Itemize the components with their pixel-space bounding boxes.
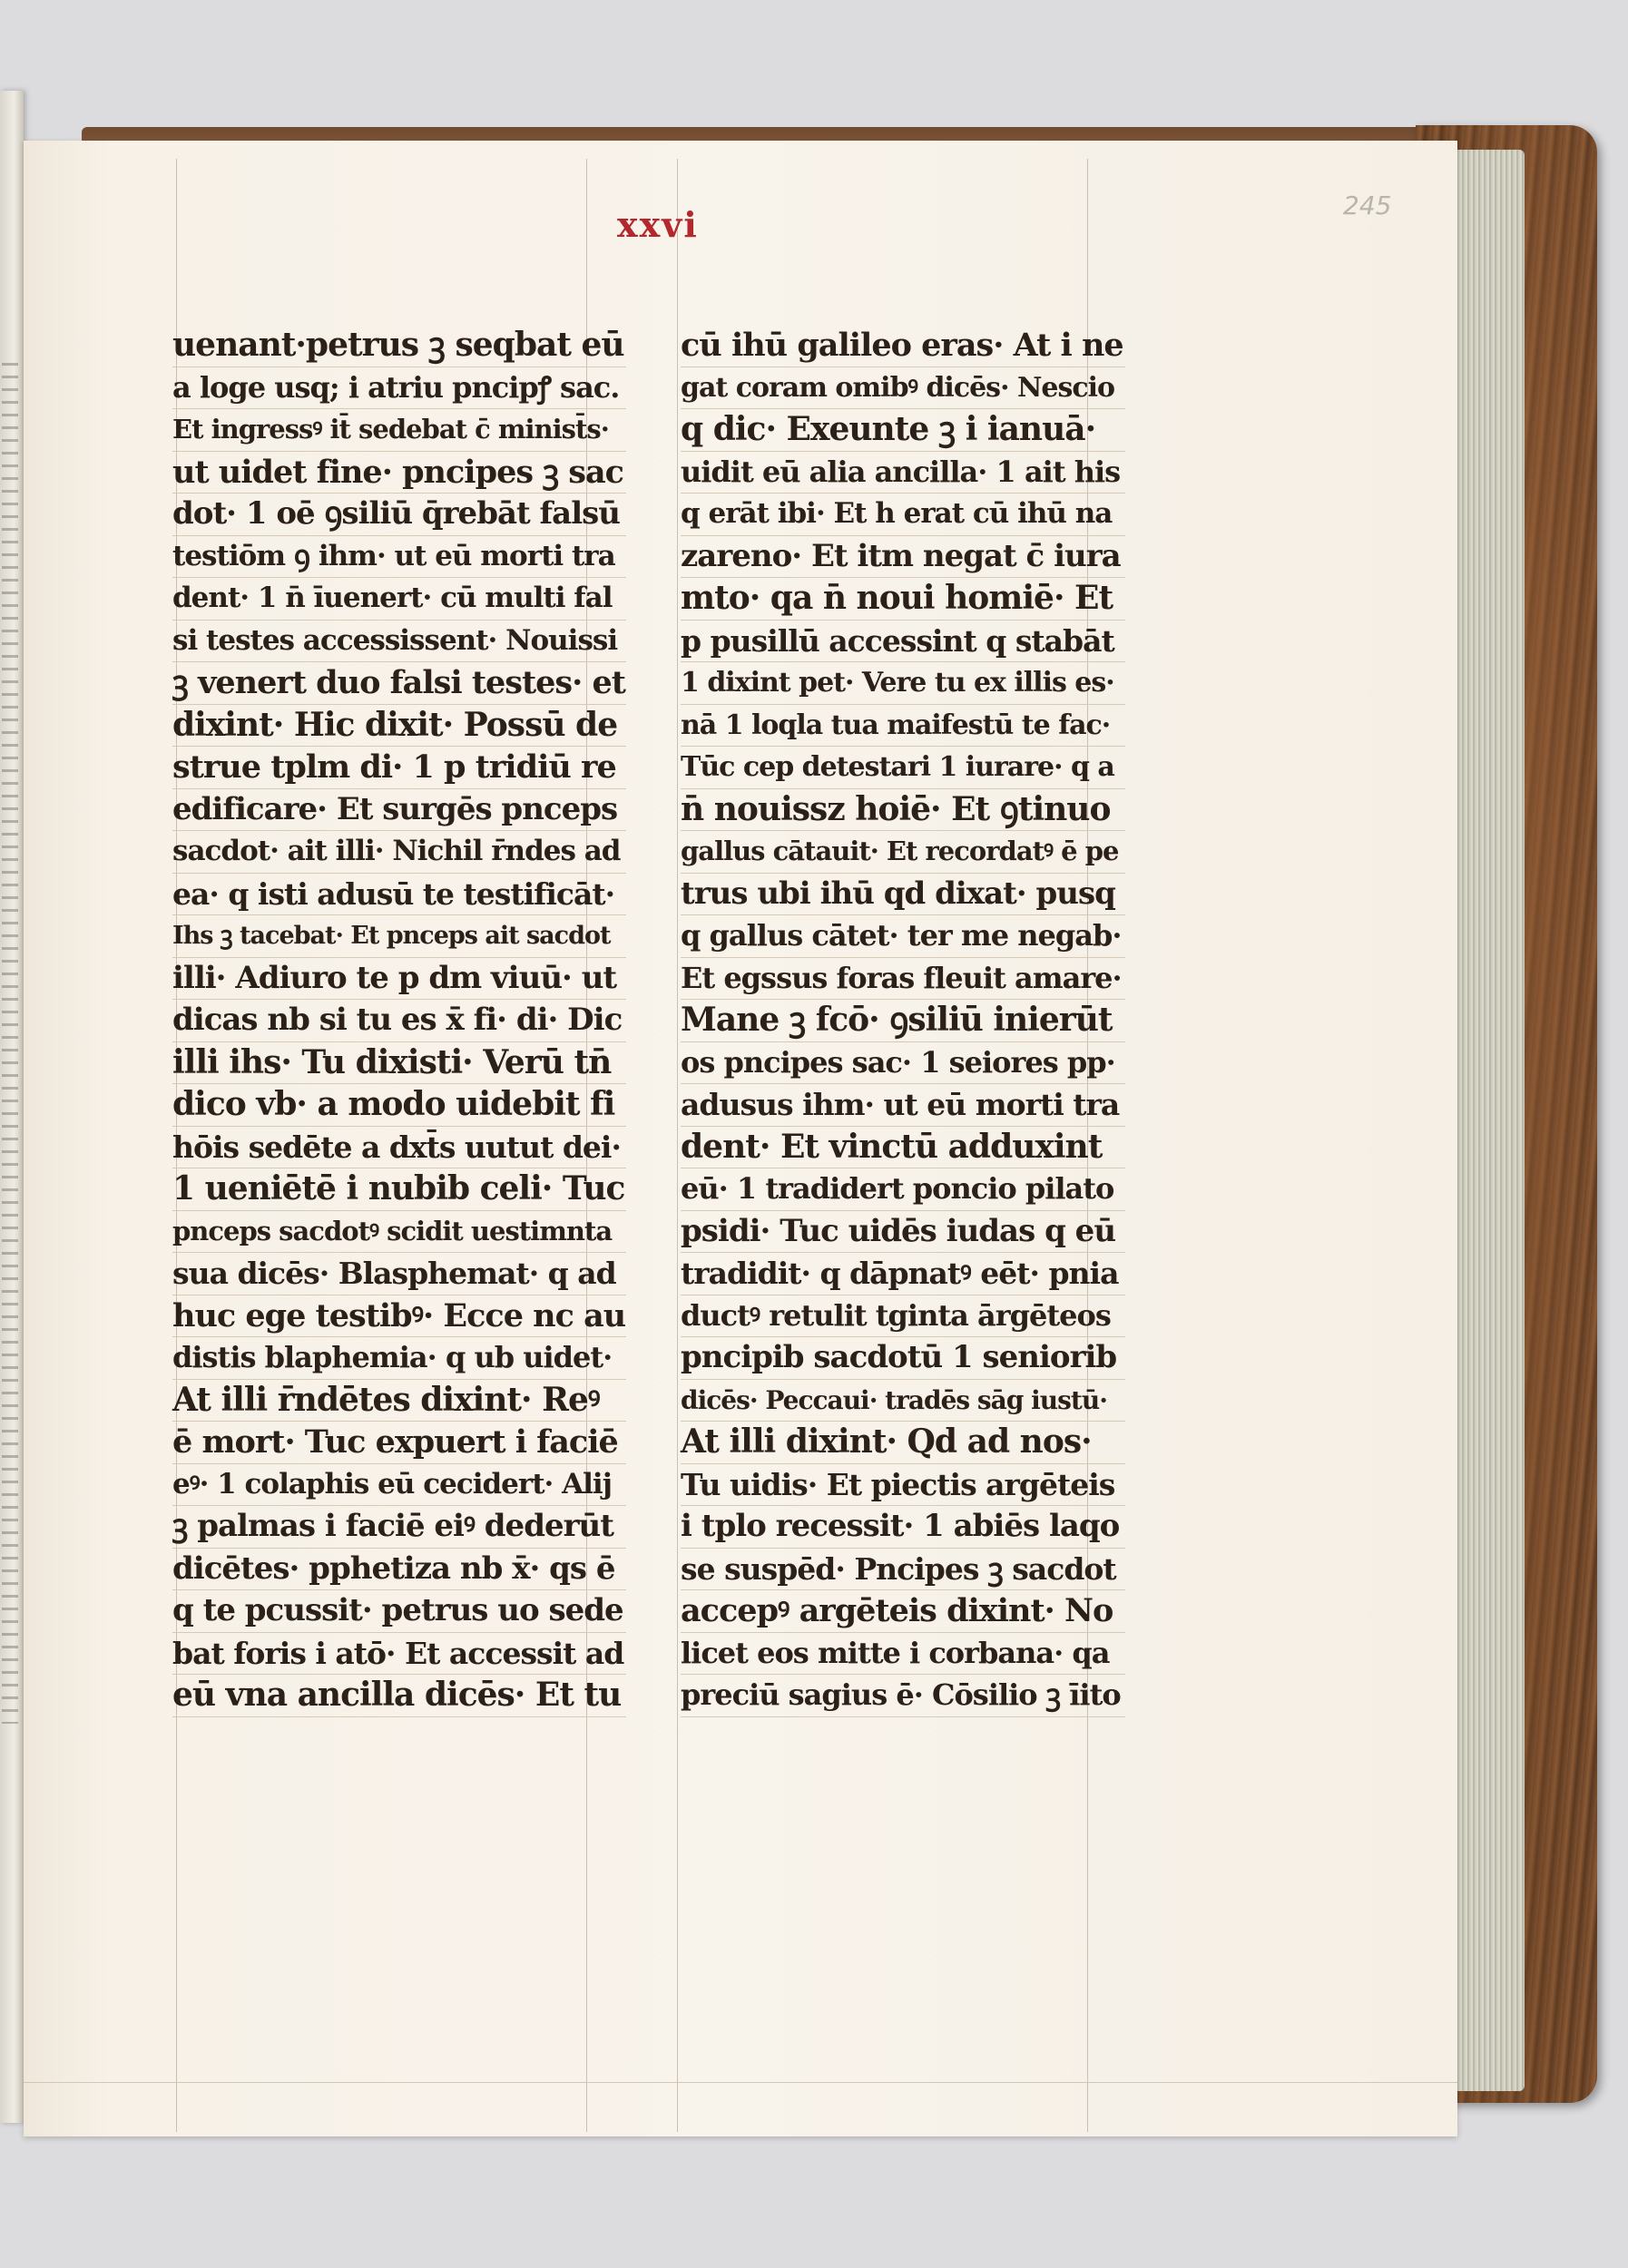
text-line: ductꝰ retulit tginta ārgēteos	[681, 1295, 1125, 1338]
text-line: q gallus cātet· ter me negab·	[681, 915, 1125, 958]
text-line: psidi· Tuc uidēs iudas q eū	[681, 1211, 1125, 1254]
text-line: dico vb· a modo uidebit fi	[172, 1084, 626, 1127]
ruling-line	[24, 2082, 1457, 2083]
ruling-line	[677, 159, 678, 2132]
text-line: mto· qa n̄ noui homiē· Et	[681, 578, 1125, 621]
text-line: strue tplm di· 1 p tridiū re	[172, 747, 626, 789]
text-line: a loge usq; i atriu pncipꝭ sac.	[172, 367, 626, 410]
text-line: si testes accessissent· Nouissi	[172, 621, 626, 663]
text-line: eꝰ· 1 colaphis eū cecidert· Alij	[172, 1464, 626, 1507]
text-line: Tūc cep detestari 1 iurare· q a	[681, 747, 1125, 789]
text-line: tradidit· q dāpnatꝰ eēt· pnia	[681, 1253, 1125, 1295]
text-line: preciū sagius ē· Cōsilio ꝫ īito	[681, 1675, 1125, 1717]
text-line: huc ege testibꝰ· Ecce nc au	[172, 1295, 626, 1338]
text-line: Et egssus foras fleuit amare·	[681, 958, 1125, 1001]
text-line: 1 ueniētē i nubib celi· Tuc	[172, 1168, 626, 1211]
text-line: os pncipes sac· 1 seiores pp·	[681, 1042, 1125, 1085]
text-line: dicas nb si tu es x̄ fi· di· Dic	[172, 1000, 626, 1042]
text-line: Ihs ꝫ tacebat· Et pnceps ait sacdot	[172, 915, 626, 958]
text-line: ea· q isti adusū te testificāt·	[172, 874, 626, 916]
text-line: pncipib sacdotū 1 seniorib	[681, 1337, 1125, 1380]
text-line: distis blaphemia· q ub uidet·	[172, 1337, 626, 1380]
text-line: Et ingressꝰ it̄ sedebat c̄ minist̄s·	[172, 409, 626, 452]
text-line: 1 dixint pet· Vere tu ex illis es·	[681, 662, 1125, 705]
text-line: nā 1 loqla tua maifestū te fac·	[681, 705, 1125, 748]
text-column-left	[172, 325, 626, 1717]
text-line: At illi r̄ndētes dixint· Reꝰ	[172, 1380, 626, 1422]
text-line: dicēs· Peccaui· tradēs sāg iustū·	[681, 1380, 1125, 1422]
text-line: dot· 1 oē ꝯsiliū q̄rebāt falsū	[172, 494, 626, 536]
text-line: dixint· Hic dixit· Possū de	[172, 705, 626, 748]
text-line: n̄ nouissz hoiē· Et ꝯtinuo	[681, 789, 1125, 832]
text-line: se suspēd· Pncipes ꝫ sacdot	[681, 1549, 1125, 1591]
text-line: At illi dixint· Qd ad nos·	[681, 1422, 1125, 1464]
text-line: pnceps sacdotꝰ scidit uestimnta	[172, 1211, 626, 1254]
text-line: adusus ihm· ut eū morti tra	[681, 1084, 1125, 1127]
text-line: testiōm ꝯ ihm· ut eū morti tra	[172, 536, 626, 579]
text-line: uenant·petrus ꝫ seqbat eū	[172, 325, 626, 367]
text-line: illi ihs· Tu dixisti· Verū tn̄	[172, 1042, 626, 1085]
text-line: sacdot· ait illi· Nichil r̄ndes ad	[172, 831, 626, 874]
text-line: p pusillū accessint q stabāt	[681, 621, 1125, 663]
text-line: q erāt ibi· Et h erat cū ihū na	[681, 494, 1125, 536]
text-line: ꝫ venert duo falsi testes· et	[172, 662, 626, 705]
text-line: dicētes· pphetiza nb x̄· qs ē	[172, 1549, 626, 1591]
text-line: edificare· Et surgēs pnceps	[172, 789, 626, 832]
text-line: sua dicēs· Blasphemat· q ad	[172, 1253, 626, 1295]
text-line: Mane ꝫ fcō· ꝯsiliū inierūt	[681, 1000, 1125, 1042]
text-line: dent· Et vinctū adduxint	[681, 1127, 1125, 1169]
text-line: hōis sedēte a dxt̄s uutut dei·	[172, 1127, 626, 1169]
text-line: ꝫ palmas i faciē eiꝰ dederūt	[172, 1506, 626, 1549]
facing-page-text-fragment	[2, 363, 18, 1724]
text-line: gallus cātauit· Et recordatꝰ ē pe	[681, 831, 1125, 874]
text-line: bat foris i atō· Et accessit ad	[172, 1633, 626, 1676]
text-line: trus ubi ihū qd dixat· pusq	[681, 874, 1125, 916]
text-line: licet eos mitte i corbana· qa	[681, 1633, 1125, 1676]
text-line: dent· 1 n̄ īuenert· cū multi fal	[172, 578, 626, 621]
text-line: ut uidet fine· pncipes ꝫ sac	[172, 452, 626, 494]
text-line: i tplo recessit· 1 abiēs laqo	[681, 1506, 1125, 1549]
text-line: q dic· Exeunte ꝫ i ianuā·	[681, 409, 1125, 452]
chapter-number: xxvi	[617, 204, 699, 245]
facing-page-edge	[0, 91, 24, 2123]
text-line: gat coram omibꝰ dicēs· Nescio	[681, 367, 1125, 410]
text-line: Tu uidis· Et piectis argēteis	[681, 1464, 1125, 1507]
text-line: accepꝰ argēteis dixint· No	[681, 1590, 1125, 1633]
text-line: ē mort· Tuc expuert i faciē	[172, 1422, 626, 1464]
text-line: cū ihū galileo eras· At i ne	[681, 325, 1125, 367]
text-line: q te pcussit· petrus uo sede	[172, 1590, 626, 1633]
text-column-right	[681, 325, 1125, 1717]
text-line: zareno· Et itm negat c̄ iura	[681, 536, 1125, 579]
folio-number: 245	[1343, 191, 1392, 220]
text-line: illi· Adiuro te p dm viuū· ut	[172, 958, 626, 1001]
text-line: uidit eū alia ancilla· 1 ait his	[681, 452, 1125, 494]
text-line: eū vna ancilla dicēs· Et tu	[172, 1675, 626, 1717]
text-line: eū· 1 tradidert poncio pilato	[681, 1168, 1125, 1211]
